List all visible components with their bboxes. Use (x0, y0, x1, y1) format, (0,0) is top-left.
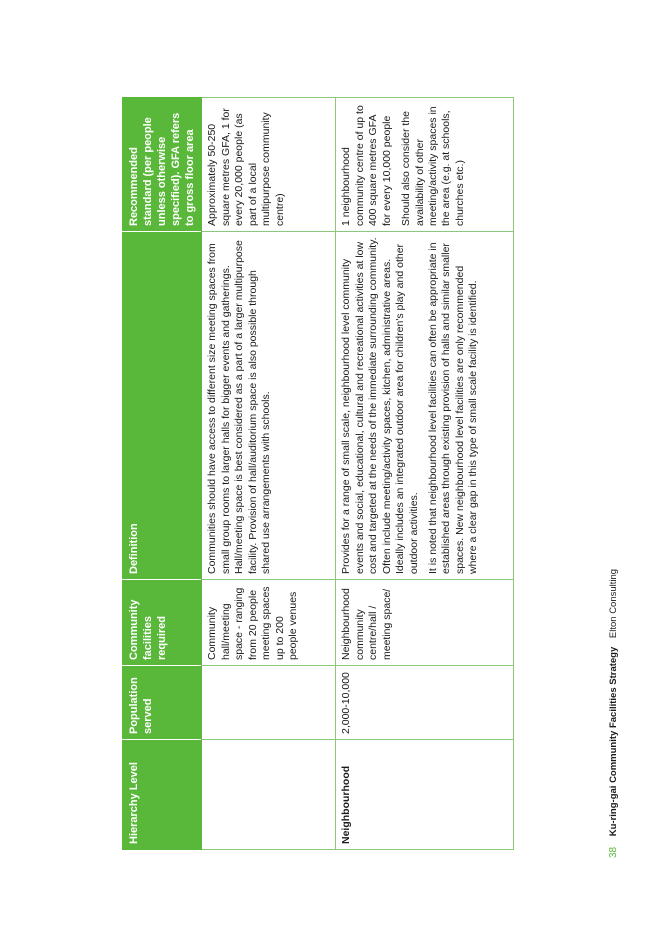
document-author: Elton Consulting (608, 568, 619, 639)
header-recommended-standard: Recommended standard (per people unless otherwise specified). GFA refers to gross floor area (123, 98, 202, 232)
header-population-served: Population served (123, 666, 202, 740)
cell-definition (336, 232, 514, 580)
standard-paragraph: 1 neighbourhood community centre of up to 400 square metres GFA for every 10,000 people (340, 105, 393, 226)
standard-paragraph: Approximately 50-250 square metres GFA, 1 for every 20,000 people (as part of a local multipurpose community centre) (206, 108, 286, 226)
cell-standard (336, 98, 514, 232)
standard-paragraph: Should also consider the availability of other meeting/activity spaces in the area (e.g. at schools, churches etc.) (400, 106, 466, 226)
cell-population (202, 666, 336, 740)
rotated-page-content (122, 98, 498, 850)
facilities-table (122, 97, 514, 850)
header-hierarchy-level: Hierarchy Level (123, 740, 202, 850)
page-number: 38 (608, 846, 619, 858)
header-definition: Definition (123, 232, 202, 580)
table-header-row (123, 98, 202, 850)
page-footer (608, 538, 628, 858)
definition-paragraph: Provides for a range of small scale, neighbourhood level community events and social, educational, cultural and recreational activities at low cost and targeted at the needs of the immediate surrounding community. Often include meeting/activity spaces, kitchen, administrative areas. Ideally includes an integrated outdoor area for children's play and other outdoor activities. (340, 237, 420, 574)
table-row (202, 98, 336, 850)
definition-paragraph: Communities should have access to different size meeting spaces from small group rooms to larger halls for bigger events and gatherings. Hall/meeting space is best considered as a part of a larger multipurpose facility. Provision of hall/auditorium space is also possible through shared use arrangements with schools. (206, 240, 273, 574)
cell-definition (202, 232, 336, 580)
header-community-facilities: Community facilities required (123, 580, 202, 666)
cell-standard (202, 98, 336, 232)
document-title: Ku-ring-gai Community Facilities Strategy (608, 646, 619, 837)
cell-level (202, 740, 336, 850)
cell-facilities: Community hall/meeting space - ranging from 20 people meeting spaces up to 200 people venues (202, 580, 336, 666)
table-row (336, 98, 514, 850)
cell-facilities: Neighbourhood community centre/hall / meeting space/ (336, 580, 514, 666)
definition-paragraph: It is noted that neighbourhood level facilities can often be appropriate in established areas through existing provision of halls and similar smaller spaces. New neighbourhood level facilities are only recommended where a clear gap in this type of small scale facility is identified. (427, 242, 480, 574)
cell-population: 2,000-10,000 (336, 666, 514, 740)
cell-level: Neighbourhood (336, 740, 514, 850)
